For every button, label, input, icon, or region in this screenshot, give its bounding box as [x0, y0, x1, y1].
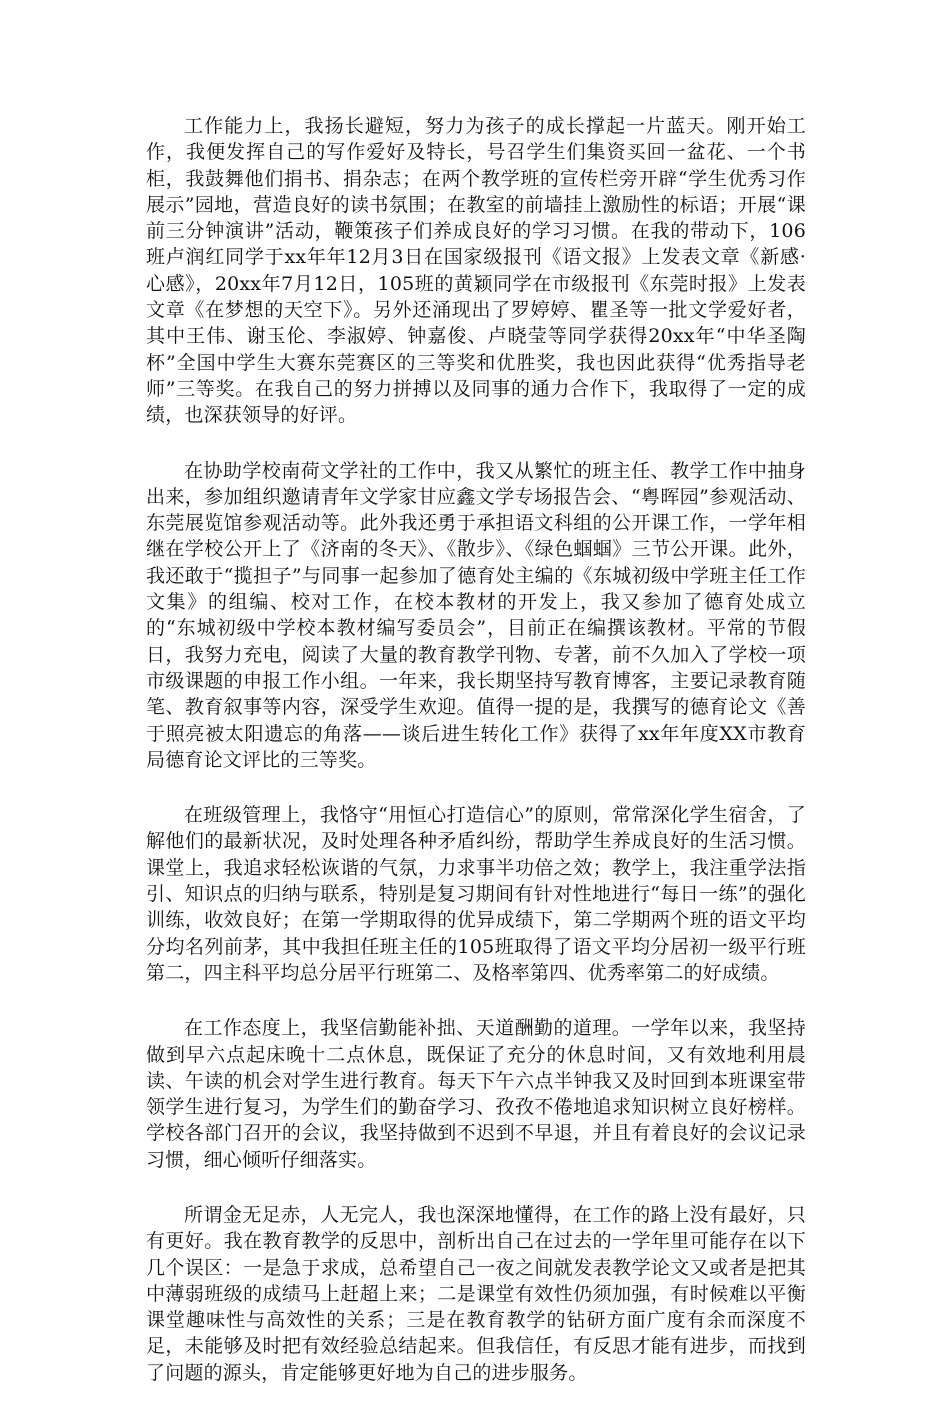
paragraph-literary-society: 在协助学校南荷文学社的工作中，我又从繁忙的班主任、教学工作中抽身出来，参加组织邀请青年文学家甘应鑫文学专场报告会、“粤晖园”参观活动、东莞展览馆参观活动等。此外我还勇于承担语文科组的公开课工作，一学年相继在学校公开上了《济南的冬天》、《散步》、《绿色蝈蝈》三节公开课。此外，我还敢于“揽担子”与同事一起参加了德育处主编的《东城初级中学班主任工作文集》的组编、校对工作，在校本教材的开发上，我又参加了德育处成立的“东城初级中学校本教材编写委员会”，目前正在编撰该教材。平常的节假日，我努力充电，阅读了大量的教育教学刊物、专著，前不久加入了学校一项市级课题的申报工作小组。一年来，我长期坚持写教育博客，主要记录教育随笔、教育叙事等内容，深受学生欢迎。值得一提的是，我撰写的德育论文《善于照亮被太阳遗忘的角落——谈后进生转化工作》获得了xx年年度XX市教育局德育论文评比的三等奖。	[146, 459, 806, 771]
paragraph-work-attitude: 在工作态度上，我坚信勤能补拙、天道酬勤的道理。一学年以来，我坚持做到早六点起床晚十二点休息，既保证了充分的休息时间，又有效地利用晨读、午读的机会对学生进行教育。每天下午六点半钟我又及时回到本班课室带领学生进行复习，为学生们的勤奋学习、孜孜不倦地追求知识树立良好榜样。学校各部门召开的会议，我坚持做到不迟到不早退，并且有着良好的会议记录习惯，细心倾听仔细落实。	[146, 1017, 806, 1171]
paragraph-work-ability: 工作能力上，我扬长避短，努力为孩子的成长撑起一片蓝天。刚开始工作，我便发挥自己的写作爱好及特长，号召学生们集资买回一盆花、一个书柜，我鼓舞他们捐书、捐杂志；在两个教学班的宣传栏旁开辟“学生优秀习作展示”园地，营造良好的读书氛围；在教室的前墙挂上激励性的标语；开展“课前三分钟演讲”活动，鞭策孩子们养成良好的学习习惯。在我的带动下，106班卢润红同学于xx年年12月3日在国家级报刊《语文报》上发表文章《新感·心感》，20xx年7月12日，105班的黄颖同学在市级报刊《东莞时报》上发表文章《在梦想的天空下》。另外还涌现出了罗婷婷、瞿圣等一批文学爱好者，其中王伟、谢玉伦、李淑婷、钟嘉俊、卢晓莹等同学获得20xx年“中华圣陶杯”全国中学生大赛东莞赛区的三等奖和优胜奖，我也因此获得“优秀指导老师”三等奖。在我自己的努力拼搏以及同事的通力合作下，我取得了一定的成绩，也深获领导的好评。	[146, 115, 806, 427]
paragraph-self-reflection: 所谓金无足赤，人无完人，我也深深地懂得，在工作的路上没有最好，只有更好。我在教育教学的反思中，剖析出自己在过去的一学年里可能存在以下几个误区：一是急于求成，总希望自己一夜之间就发表教学论文又或者是把其中薄弱班级的成绩马上赶超上来；二是课堂有效性仍须加强，有时候难以平衡课堂趣味性与高效性的关系；三是在教育教学的钻研方面广度有余而深度不足，未能够及时把有效经验总结起来。但我信任，有反思才能有进步，而找到了问题的源头，肯定能够更好地为自己的进步服务。	[146, 1203, 806, 1384]
document-body	[146, 113, 806, 1415]
paragraph-class-management: 在班级管理上，我恪守“用恒心打造信心”的原则，常常深化学生宿舍，了解他们的最新状况，及时处理各种矛盾纠纷，帮助学生养成良好的生活习惯。课堂上，我追求轻松诙谐的气氛，力求事半功倍之效；教学上，我注重学法指引、知识点的归纳与联系，特别是复习期间有针对性地进行“每日一练”的强化训练，收效良好；在第一学期取得的优异成绩下，第二学期两个班的语文平均分均名列前茅，其中我担任班主任的105班取得了语文平均分居初一级平行班第二，四主科平均总分居平行班第二、及格率第四、优秀率第二的好成绩。	[146, 804, 806, 984]
